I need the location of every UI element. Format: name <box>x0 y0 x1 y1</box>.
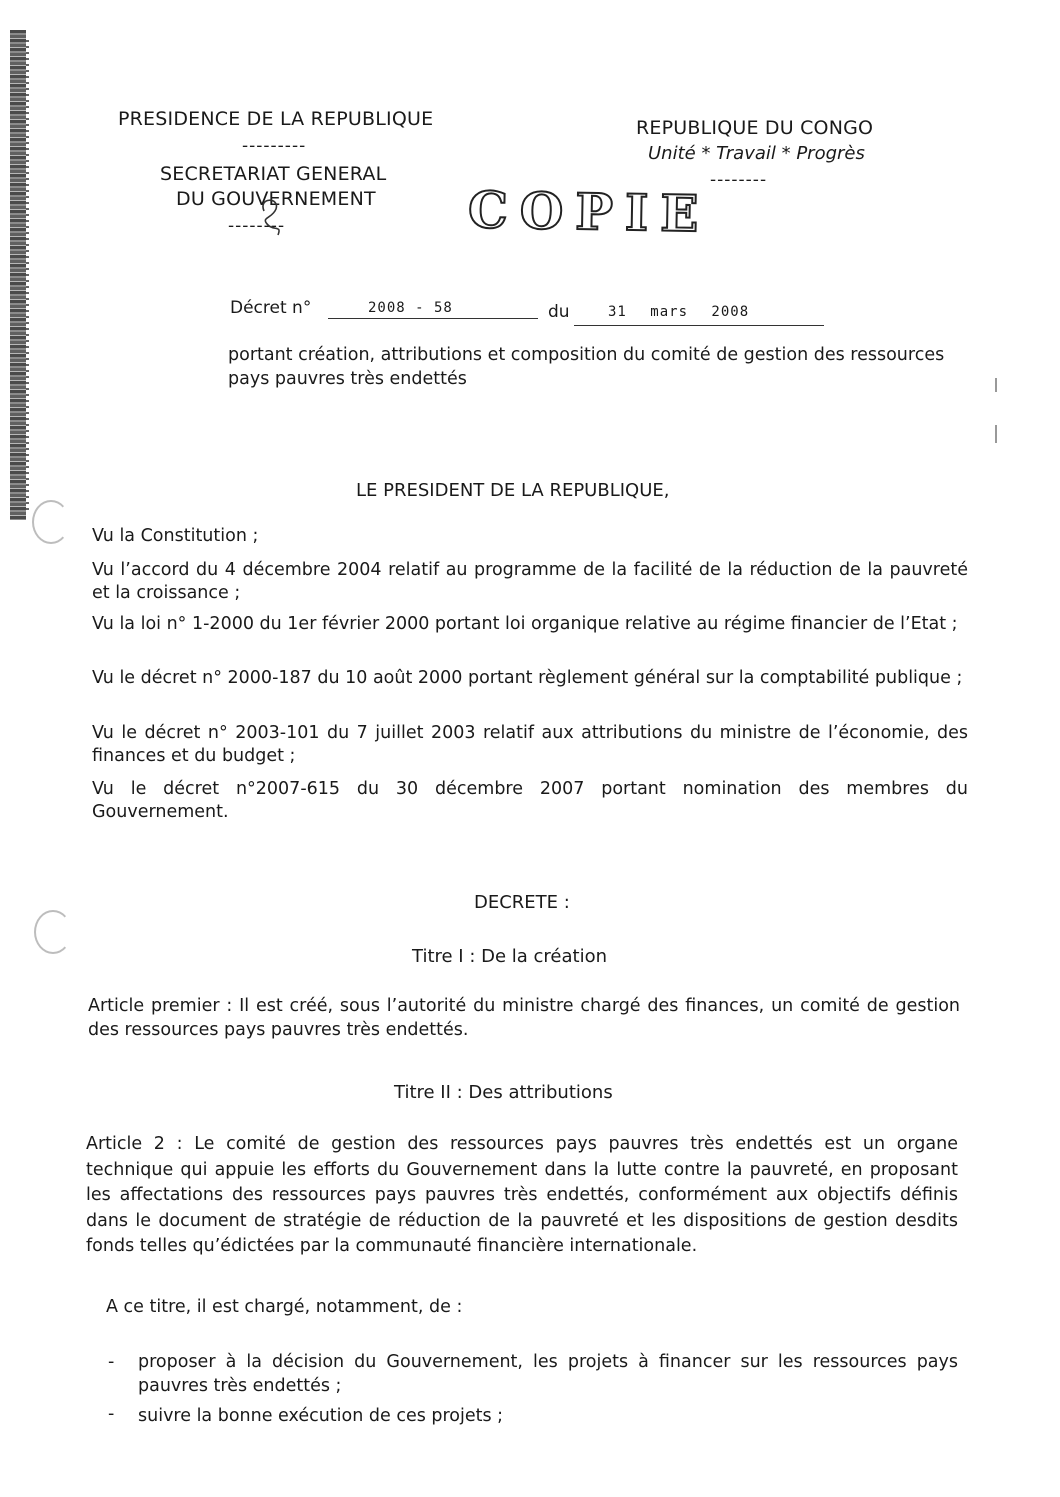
decree-number: 2008 - 58 <box>368 300 453 316</box>
visa-decret-attributions: Vu le décret n° 2003-101 du 7 juillet 2003 relatif aux attributions du ministre de l’économie, des finances et du budget ; <box>92 723 968 766</box>
article-2-label: Article 2 : <box>86 1134 183 1154</box>
decree-date-label: du <box>548 302 570 322</box>
decree-label: Décret n° <box>230 298 312 318</box>
decree-date-underline <box>574 325 824 326</box>
visa-constitution: Vu la Constitution ; <box>92 526 259 546</box>
binding-perforation <box>26 40 29 510</box>
article-1-text: Il est créé, sous l’autorité du ministre chargé des finances, un comité de gestion des ressources pays pauvres très endettés. <box>88 996 960 1040</box>
copie-stamp: COPIE <box>467 180 711 244</box>
gouvernement-heading: DU GOUVERNEMENT <box>176 188 376 210</box>
visa-decret-gouvernement: Vu le décret n°2007-615 du 30 décembre 2007 portant nomination des membres du Gouvernement. <box>92 779 968 822</box>
decree-date: 31 mars 2008 <box>608 304 750 320</box>
motto: Unité * Travail * Progrès <box>648 143 865 164</box>
decree-subject: portant création, attributions et composition du comité de gestion des ressources pays pauvres très endettés <box>228 345 945 389</box>
decrete-heading: DECRETE : <box>474 892 570 913</box>
bullet-item-proposer: proposer à la décision du Gouvernement, les projets à financer sur les ressources pays pauvres très endettés ; <box>138 1352 958 1396</box>
header-separator: -------- <box>228 216 286 236</box>
scan-mark <box>995 378 997 392</box>
header-separator: --------- <box>242 136 307 156</box>
titre-1-heading: Titre I : De la création <box>412 946 608 967</box>
presidence-heading: PRESIDENCE DE LA REPUBLIQUE <box>118 108 434 130</box>
punch-hole-mark <box>34 910 72 954</box>
binding-edge <box>10 30 26 520</box>
bullet-item-suivre: suivre la bonne exécution de ces projets ; <box>138 1406 504 1426</box>
header-separator: -------- <box>710 170 768 190</box>
bullet-marker: - <box>108 1404 115 1424</box>
article-2 <box>86 1132 958 1260</box>
decree-number-underline <box>328 318 538 319</box>
article-1-label: Article premier : <box>88 996 233 1016</box>
punch-hole-mark <box>32 500 70 544</box>
handwritten-initial-mark <box>250 195 296 247</box>
charge-intro: A ce titre, il est chargé, notamment, de : <box>106 1297 463 1317</box>
secretariat-heading: SECRETARIAT GENERAL <box>160 163 387 185</box>
titre-2-heading: Titre II : Des attributions <box>394 1082 613 1103</box>
scan-mark <box>995 425 997 443</box>
visa-accord: Vu l’accord du 4 décembre 2004 relatif au programme de la facilité de la réduction de la pauvreté et la croissance ; <box>92 560 968 603</box>
article-2-text: Le comité de gestion des ressources pays pauvres très endettés est un organe technique qui appuie les efforts du Gouvernement dans la lutte contre la pauvreté, en proposant les affectations des ressources pays pauvres très endettés, conformément aux objectifs définis dans le document de stratégie de réduction de la pauvreté et les dispositions de gestion desdits fonds telles qu’édictées par la communauté financière internationale. <box>86 1134 958 1256</box>
bullet-marker: - <box>108 1352 115 1372</box>
article-1 <box>88 994 960 1042</box>
visa-decret-comptabilite: Vu le décret n° 2000-187 du 10 août 2000 portant règlement général sur la comptabilité publique ; <box>92 668 963 688</box>
president-heading: LE PRESIDENT DE LA REPUBLIQUE, <box>356 480 670 501</box>
republique-heading: REPUBLIQUE DU CONGO <box>636 117 874 139</box>
visa-loi: Vu la loi n° 1-2000 du 1er février 2000 portant loi organique relative au régime financier de l’Etat ; <box>92 614 958 634</box>
